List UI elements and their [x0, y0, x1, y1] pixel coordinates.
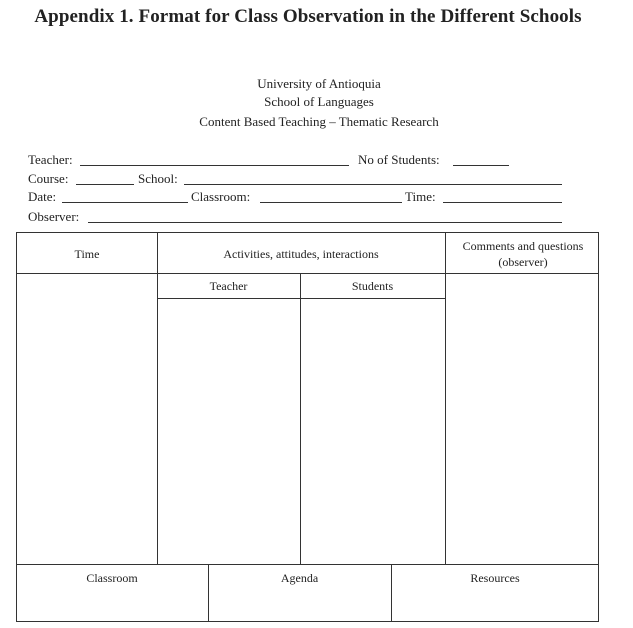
time-field[interactable]	[443, 202, 562, 203]
school-label: School:	[138, 171, 178, 186]
institution-name: University of Antioquia	[257, 76, 381, 91]
footer-resources-header: Resources	[470, 571, 520, 585]
footer-agenda-header: Agenda	[280, 571, 319, 585]
classroom-label: Classroom:	[191, 189, 251, 204]
teacher-label: Teacher:	[28, 152, 73, 167]
program-name: Content Based Teaching – Thematic Research	[199, 114, 439, 129]
classroom-field[interactable]	[260, 202, 402, 203]
time-entry-cell[interactable]	[17, 274, 156, 564]
page-title: Appendix 1. Format for Class Observation in the Different Schools	[34, 6, 582, 27]
date-label: Date:	[28, 189, 57, 204]
observer-field[interactable]	[88, 222, 562, 223]
students-count-field[interactable]	[453, 165, 509, 166]
students-entry-cell[interactable]	[301, 299, 444, 564]
school-field[interactable]	[184, 184, 562, 185]
footer-classroom-header: Classroom	[86, 571, 138, 585]
school-name: School of Languages	[264, 94, 374, 109]
time-label: Time:	[405, 189, 436, 204]
sub-teacher-header: Teacher	[209, 279, 248, 293]
col-comments-header: Comments and questions (observer)	[462, 239, 584, 269]
course-label: Course:	[28, 171, 69, 186]
students-count-label: No of Students:	[358, 152, 440, 167]
sub-students-header: Students	[351, 279, 394, 293]
date-field[interactable]	[62, 202, 188, 203]
col-time-header: Time	[74, 247, 100, 261]
course-field[interactable]	[76, 184, 134, 185]
teacher-entry-cell[interactable]	[158, 299, 299, 564]
col-activities-header: Activities, attitudes, interactions	[223, 247, 379, 261]
observer-label: Observer:	[28, 209, 80, 224]
comments-entry-cell[interactable]	[446, 274, 598, 564]
teacher-field[interactable]	[80, 165, 349, 166]
